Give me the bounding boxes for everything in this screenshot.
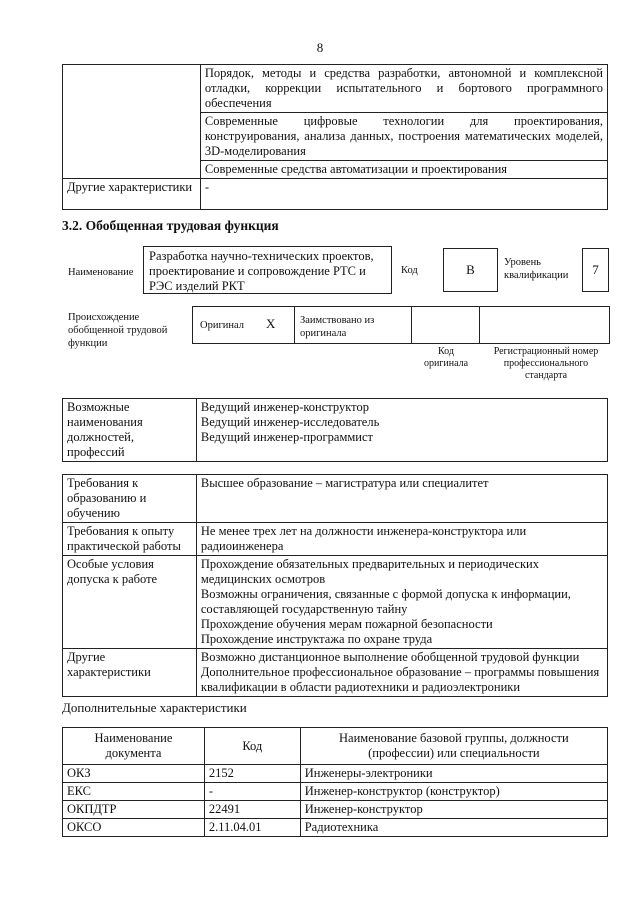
knowledge-item: Современные цифровые технологии для проектирования, конструирования, анализа данных, построения математических моделей, 3D-моделирования (200, 113, 607, 161)
name-value: Разработка научно-технических проектов, проектирование и сопровождение РТС и РЭС изделий РКТ (149, 249, 374, 293)
positions-list (196, 399, 607, 462)
name-cell: Радиотехника (300, 819, 607, 837)
table-row (63, 179, 608, 210)
other-label: Другие характеристики (63, 179, 201, 210)
conditions-list (196, 556, 607, 649)
name-cell: Инженер-конструктор (300, 801, 607, 819)
origin-divider (411, 306, 412, 344)
table-row (63, 765, 608, 783)
empty-label-cell (63, 65, 201, 179)
doc-cell: ЕКС (63, 783, 205, 801)
original-label: Оригинал (200, 320, 244, 331)
level-value: 7 (592, 262, 599, 277)
table-row (63, 556, 608, 649)
conditions-label: Особые условия допуска к работе (63, 556, 197, 649)
header-document: Наименование документа (63, 728, 205, 765)
position-item: Ведущий инженер-конструктор (200, 400, 369, 414)
section-title: 3.2. Обобщенная трудовая функция (62, 218, 279, 233)
education-label: Требования к образованию и обучению (63, 475, 197, 523)
condition-item: Прохождение обучения мерам пожарной безопасности (200, 617, 493, 631)
table-row (63, 523, 608, 556)
original-mark: X (266, 316, 276, 331)
knowledge-item: Современные средства автоматизации и проектирования (200, 161, 607, 179)
header-code: Код (204, 728, 300, 765)
table-row (63, 649, 608, 697)
additional-table (62, 727, 608, 837)
reg-number-label: Регистрационный номер профессионального стандарта (493, 346, 599, 381)
table-row (63, 65, 608, 113)
code-cell: 2.11.04.01 (204, 819, 300, 837)
additional-title: Дополнительные характеристики (62, 700, 247, 715)
condition-item: Прохождение обязательных предварительных и периодических медицинских осмотров (200, 557, 539, 586)
doc-cell: ОКПДТР (63, 801, 205, 819)
code-cell: - (204, 783, 300, 801)
table-row (63, 783, 608, 801)
position-item: Ведущий инженер-программист (200, 430, 374, 444)
name-label: Наименование (68, 267, 134, 278)
knowledge-item: Порядок, методы и средства разработки, автономной и комплексной отладки, коррекции испытательного и бортового программного обеспечения (200, 65, 607, 113)
other-item: Дополнительное профессиональное образование – программы повышения квалификации в области радиотехники и радиоэлектроники (200, 665, 600, 694)
requirements-table (62, 474, 608, 697)
position-item: Ведущий инженер-исследователь (200, 415, 380, 429)
table-row (63, 819, 608, 837)
positions-label: Возможные наименования должностей, профессий (63, 399, 197, 462)
name-value-box (143, 246, 392, 294)
experience-label: Требования к опыту практической работы (63, 523, 197, 556)
positions-table (62, 398, 608, 462)
experience-value: Не менее трех лет на должности инженера-конструктора или радиоинженера (196, 523, 607, 556)
code-original-label: Код оригинала (423, 346, 469, 369)
name-cell: Инженер-конструктор (конструктор) (300, 783, 607, 801)
origin-label: Происхождение обобщенной трудовой функции (68, 312, 168, 349)
education-value: Высшее образование – магистратура или специалитет (196, 475, 607, 523)
table-row (63, 475, 608, 523)
code-cell: 2152 (204, 765, 300, 783)
condition-item: Прохождение инструктажа по охране труда (200, 632, 433, 646)
code-cell: 22491 (204, 801, 300, 819)
origin-row (192, 306, 610, 344)
code-value: B (466, 262, 475, 277)
table-row (63, 399, 608, 462)
other-item: Возможно дистанционное выполнение обобщенной трудовой функции (200, 650, 580, 664)
code-label: Код (401, 265, 418, 276)
name-cell: Инженеры-электроники (300, 765, 607, 783)
header-name: Наименование базовой группы, должности (профессии) или специальности (300, 728, 607, 765)
table-header-row (63, 728, 608, 765)
condition-item: Возможны ограничения, связанные с формой допуска к информации, составляющей государственную тайну (200, 587, 571, 616)
knowledge-table (62, 64, 608, 210)
doc-cell: ОКЗ (63, 765, 205, 783)
code-value-box (443, 248, 498, 292)
origin-divider (479, 306, 480, 344)
doc-cell: ОКСО (63, 819, 205, 837)
borrowed-label: Заимствовано из оригинала (300, 315, 375, 339)
other-characteristics-label: Другие характеристики (63, 649, 197, 697)
table-row (63, 801, 608, 819)
page-number: 8 (316, 40, 324, 55)
level-value-box (582, 248, 609, 292)
other-value: - (200, 179, 607, 210)
other-characteristics-list (196, 649, 607, 697)
level-label: Уровень квалификации (504, 257, 569, 281)
origin-divider (294, 306, 295, 344)
